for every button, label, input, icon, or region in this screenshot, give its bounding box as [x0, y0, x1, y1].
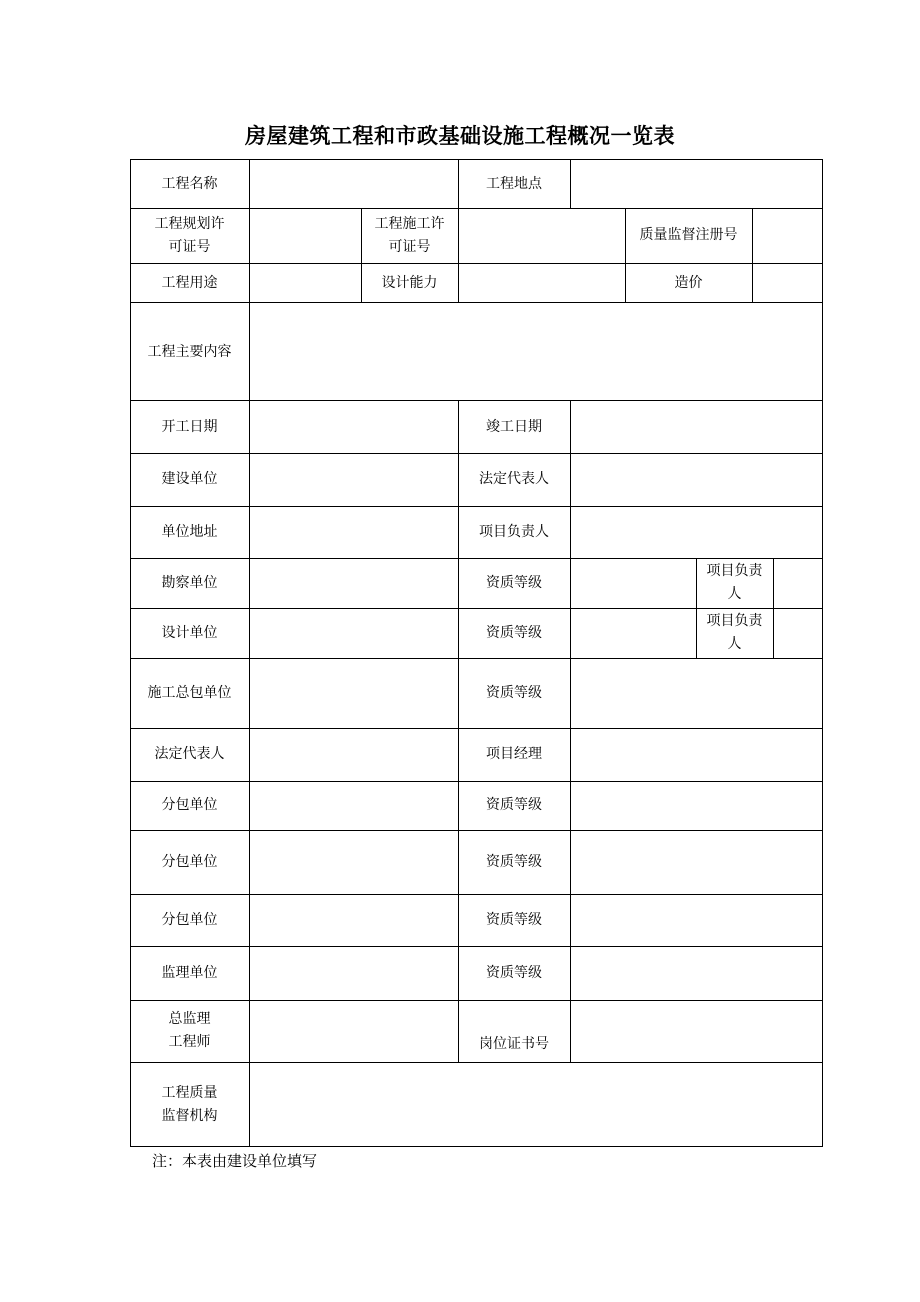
- start-date-field[interactable]: [249, 401, 458, 453]
- column-divider: [773, 558, 774, 658]
- label-completion-date: 竣工日期: [486, 418, 542, 435]
- label-cost: 造价: [674, 274, 703, 291]
- label-main-content: 工程主要内容: [147, 343, 232, 360]
- survey-qualification-field[interactable]: [570, 558, 696, 608]
- completion-date-field[interactable]: [570, 401, 822, 453]
- label-subcontractor-2: 分包单位: [161, 853, 218, 870]
- subcontractor-3-qualification-field[interactable]: [570, 894, 822, 946]
- supervision-unit-field[interactable]: [249, 946, 458, 1000]
- label-subcontractor-1-qualification: 资质等级: [486, 797, 542, 813]
- column-divider: [696, 558, 697, 658]
- contractor-legal-rep-field[interactable]: [249, 728, 458, 781]
- column-divider: [458, 159, 459, 209]
- label-chief-supervisor: 总监理 工程师: [168, 1011, 211, 1050]
- label-quality-reg-no: 质量监督注册号: [639, 227, 738, 243]
- row-divider: [130, 208, 823, 209]
- subcontractor-2-qualification-field[interactable]: [570, 830, 822, 894]
- label-construction-permit: 工程施工许 可证号: [374, 215, 445, 255]
- row-divider: [130, 1000, 823, 1001]
- row-divider: [130, 506, 823, 507]
- design-qualification-field[interactable]: [570, 608, 696, 658]
- label-subcontractor-1: 分包单位: [161, 797, 218, 813]
- subcontractor-1-qualification-field[interactable]: [570, 781, 822, 830]
- row-divider: [130, 1062, 823, 1063]
- column-divider: [570, 159, 571, 209]
- label-contractor-legal-rep: 法定代表人: [154, 746, 225, 762]
- label-subcontractor-3: 分包单位: [161, 911, 218, 928]
- form-title: 房屋建筑工程和市政基础设施工程概况一览表: [245, 124, 675, 148]
- label-survey-leader: 项目负责 人: [706, 563, 763, 602]
- row-divider: [130, 400, 823, 401]
- row-divider: [130, 946, 823, 947]
- label-design-leader: 项目负责 人: [706, 613, 763, 652]
- cost-field[interactable]: [752, 263, 822, 303]
- label-unit-address: 单位地址: [161, 523, 218, 540]
- column-divider: [249, 159, 250, 1147]
- column-divider: [361, 208, 362, 303]
- row-divider: [130, 894, 823, 895]
- label-builder: 建设单位: [161, 471, 218, 487]
- planning-permit-field[interactable]: [249, 208, 361, 263]
- main-content-field[interactable]: [249, 303, 822, 401]
- survey-leader-field[interactable]: [773, 558, 822, 608]
- label-planning-permit: 工程规划许 可证号: [154, 215, 225, 255]
- label-project-leader: 项目负责人: [479, 523, 549, 540]
- column-divider: [458, 400, 459, 1062]
- builder-field[interactable]: [249, 453, 458, 506]
- subcontractor-3-field[interactable]: [249, 894, 458, 946]
- label-post-cert-no: 岗位证书号: [479, 1036, 549, 1052]
- label-supervision-qualification: 资质等级: [486, 964, 542, 981]
- row-divider: [130, 658, 823, 659]
- row-divider: [130, 453, 823, 454]
- label-project-name: 工程名称: [161, 175, 218, 192]
- label-design-unit: 设计单位: [161, 624, 218, 641]
- table-border-left: [130, 159, 131, 1147]
- label-project-manager: 项目经理: [486, 746, 542, 762]
- label-general-contractor: 施工总包单位: [147, 684, 232, 701]
- column-divider: [570, 400, 571, 1062]
- row-divider: [130, 558, 823, 559]
- label-contractor-qualification: 资质等级: [486, 684, 542, 701]
- supervision-qualification-field[interactable]: [570, 946, 822, 1000]
- row-divider: [130, 302, 823, 303]
- quality-reg-no-field[interactable]: [752, 208, 822, 263]
- builder-legal-rep-field[interactable]: [570, 453, 822, 506]
- label-subcontractor-2-qualification: 资质等级: [486, 853, 542, 870]
- contractor-qualification-field[interactable]: [570, 658, 822, 728]
- label-design-qualification: 资质等级: [486, 624, 542, 641]
- column-divider: [458, 208, 459, 303]
- project-use-field[interactable]: [249, 263, 361, 303]
- survey-unit-field[interactable]: [249, 558, 458, 608]
- post-cert-no-field[interactable]: [570, 1000, 822, 1062]
- row-divider: [130, 830, 823, 831]
- row-divider: [130, 781, 823, 782]
- column-divider: [752, 208, 753, 303]
- design-capacity-field[interactable]: [458, 263, 625, 303]
- design-leader-field[interactable]: [773, 608, 822, 658]
- general-contractor-field[interactable]: [249, 658, 458, 728]
- row-divider: [130, 608, 823, 609]
- row-divider: [130, 263, 823, 264]
- construction-permit-field[interactable]: [458, 208, 625, 263]
- label-start-date: 开工日期: [161, 418, 218, 435]
- table-border-bottom: [130, 1146, 823, 1147]
- label-design-capacity: 设计能力: [381, 274, 438, 291]
- project-location-field[interactable]: [570, 160, 822, 208]
- label-survey-qualification: 资质等级: [486, 574, 542, 591]
- project-leader-field[interactable]: [570, 506, 822, 558]
- subcontractor-2-field[interactable]: [249, 830, 458, 894]
- footnote: 注：本表由建设单位填写: [152, 1152, 318, 1170]
- unit-address-field[interactable]: [249, 506, 458, 558]
- quality-agency-field[interactable]: [249, 1062, 822, 1146]
- table-border-top: [130, 159, 823, 160]
- label-supervision-unit: 监理单位: [161, 964, 218, 981]
- project-name-field[interactable]: [249, 160, 458, 208]
- chief-supervisor-field[interactable]: [249, 1000, 458, 1062]
- design-unit-field[interactable]: [249, 608, 458, 658]
- row-divider: [130, 728, 823, 729]
- column-divider: [625, 208, 626, 303]
- label-project-use: 工程用途: [161, 274, 218, 291]
- label-subcontractor-3-qualification: 资质等级: [486, 911, 542, 928]
- label-project-location: 工程地点: [486, 175, 542, 192]
- subcontractor-1-field[interactable]: [249, 781, 458, 830]
- project-manager-field[interactable]: [570, 728, 822, 781]
- label-quality-agency: 工程质量 监督机构: [161, 1085, 218, 1124]
- label-survey-unit: 勘察单位: [161, 574, 218, 591]
- label-builder-legal-rep: 法定代表人: [479, 471, 549, 487]
- table-border-right: [822, 159, 823, 1147]
